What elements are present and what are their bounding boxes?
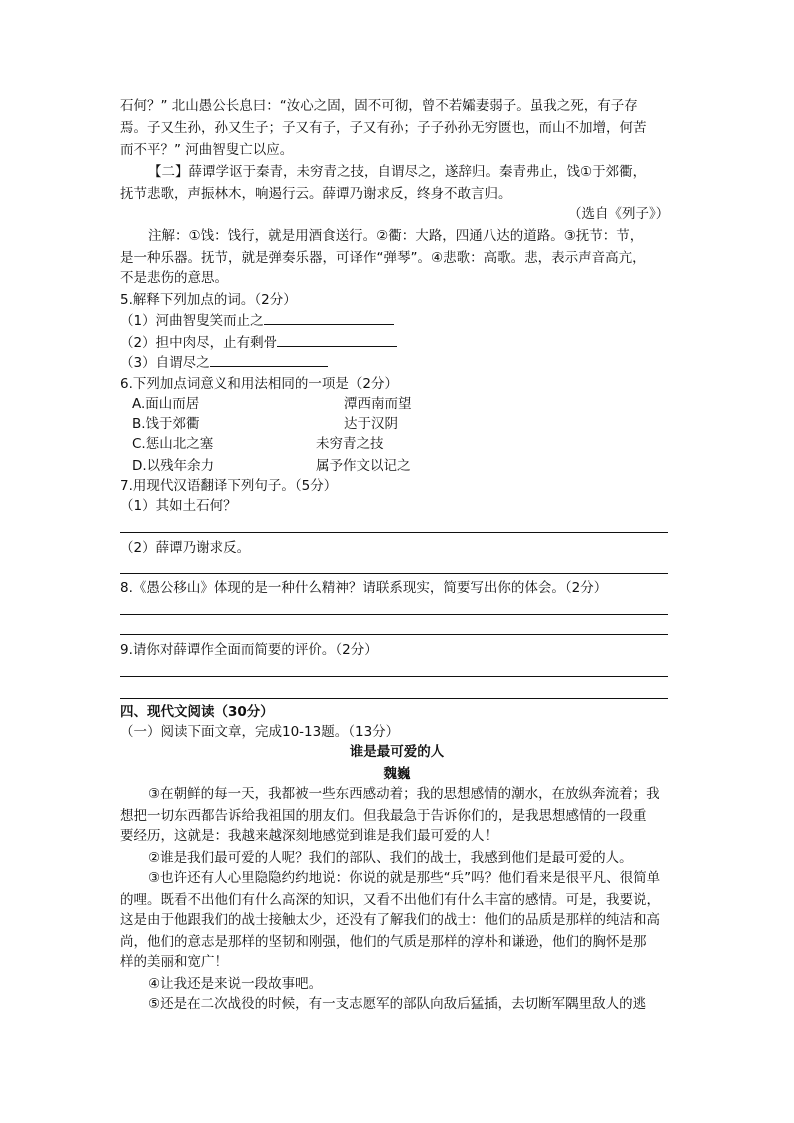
- article-title: 谁是最可爱的人: [349, 744, 445, 760]
- passage-line: 焉。子又生孙，孙又生子；子又有子，子又有孙；子子孙孙无穷匮也，而山不加增，何苦: [120, 120, 647, 136]
- article-line: 想把一切东西都告诉给我祖国的朋友们。但我最急于告诉你们的，是我思想感情的一段重: [120, 808, 647, 824]
- notes-line: 不是悲伤的意思。: [120, 270, 228, 286]
- article-line: ②谁是我们最可爱的人呢？我们的部队、我们的战士，我感到他们是最可爱的人。: [148, 850, 633, 866]
- article-author: 魏巍: [383, 766, 411, 782]
- section-4-title: 四、现代文阅读（30分）: [120, 704, 274, 720]
- answer-line[interactable]: [120, 614, 668, 615]
- question-8-title: 8.《愚公移山》体现的是一种什么精神？请联系现实，简要写出你的体会。（2分）: [120, 580, 608, 596]
- notes-line: 是一种乐器。抚节，就是弹奏乐器，可译作“弹琴”。④悲歌：高歌。悲，表示声音高亢，: [120, 250, 646, 266]
- answer-line[interactable]: [120, 676, 668, 677]
- option-d-right: 属予作文以记之: [316, 458, 411, 474]
- question-5-item: [120, 332, 397, 353]
- article-line: ③也许还有人心里隐隐约约地说：你说的就是那些“兵”吗？他们看来是很平凡、很简单: [148, 870, 661, 886]
- notes-line: 注解：①饯：饯行，就是用酒食送行。②衢：大路，四通八达的道路。③抚节：节，: [148, 228, 644, 244]
- article-line: 这是由于他跟我们的战士接触太少，还没有了解我们的战士：他们的品质是那样的纯洁和高: [120, 912, 660, 928]
- answer-blank[interactable]: [277, 332, 397, 347]
- question-7-item: （2）薛谭乃谢求反。: [120, 540, 251, 556]
- question-5-item-text: （1）河曲智叟笑而止之: [120, 313, 264, 329]
- article-line: 尚，他们的意志是那样的坚韧和刚强，他们的气质是那样的淳朴和谦逊，他们的胸怀是那: [120, 934, 647, 950]
- option-c-left[interactable]: C.惩山北之塞: [132, 436, 214, 452]
- answer-blank[interactable]: [210, 352, 328, 367]
- passage-line: 抚节悲歌，声振林木，响遏行云。薛谭乃谢求反，终身不敢言归。: [120, 186, 512, 202]
- answer-line[interactable]: [120, 634, 668, 635]
- question-7-title: 7.用现代汉语翻译下列句子。（5分）: [120, 478, 338, 494]
- question-6-title: 6.下列加点词意义和用法相同的一项是（2分）: [120, 376, 398, 392]
- answer-line[interactable]: [120, 573, 668, 574]
- question-5-item-text: （3）自谓尽之: [120, 355, 210, 371]
- answer-line[interactable]: [120, 532, 668, 533]
- article-line: ③在朝鲜的每一天，我都被一些东西感动着；我的思想感情的潮水，在放纵奔流着；我: [148, 786, 660, 802]
- option-d-left[interactable]: D.以残年余力: [132, 458, 215, 474]
- option-b-left[interactable]: B.饯于郊衢: [132, 416, 200, 432]
- section-4-subtitle: （一）阅读下面文章，完成10-13题。（13分）: [120, 724, 400, 740]
- option-c-right: 未穷青之技: [316, 436, 384, 452]
- passage-line: 石何？” 北山愚公长息曰：“汝心之固，固不可彻，曾不若孀妻弱子。虽我之死，有子存: [120, 98, 638, 114]
- passage-line: 【二】薛谭学讴于秦青，未穷青之技，自谓尽之，遂辞归。秦青弗止，饯①于郊衢，: [148, 164, 647, 180]
- article-line: 要经历，这就是：我越来越深刻地感觉到谁是我们最可爱的人！: [120, 828, 498, 844]
- option-b-right: 达于汉阴: [344, 416, 398, 432]
- question-5-item: [120, 352, 328, 373]
- article-line: 样的美丽和宽广！: [120, 954, 228, 970]
- option-a-left[interactable]: A.面山而居: [132, 396, 200, 412]
- source-citation: （选自《列子》）: [568, 206, 670, 222]
- question-9-title: 9.请你对薛谭作全面而简要的评价。（2分）: [120, 642, 378, 658]
- question-5-item-text: （2）担中肉尽，止有剩骨: [120, 335, 278, 351]
- passage-line: 而不平？” 河曲智叟亡以应。: [120, 142, 294, 158]
- article-line: ⑤还是在二次战役的时候，有一支志愿军的部队向敌后猛插，去切断军隅里敌人的逃: [148, 996, 647, 1012]
- question-5-title: 5.解释下列加点的词。（2分）: [120, 292, 297, 308]
- answer-blank[interactable]: [264, 310, 394, 325]
- article-line: ④让我还是来说一段故事吧。: [148, 976, 323, 992]
- answer-line[interactable]: [120, 698, 668, 699]
- question-5-item: [120, 310, 394, 331]
- question-7-item: （1）其如土石何？: [120, 498, 237, 514]
- article-line: 的哩。既看不出他们有什么高深的知识，又看不出他们有什么丰富的感情。可是，我要说，: [120, 892, 660, 908]
- option-a-right: 潭西南而望: [344, 396, 412, 412]
